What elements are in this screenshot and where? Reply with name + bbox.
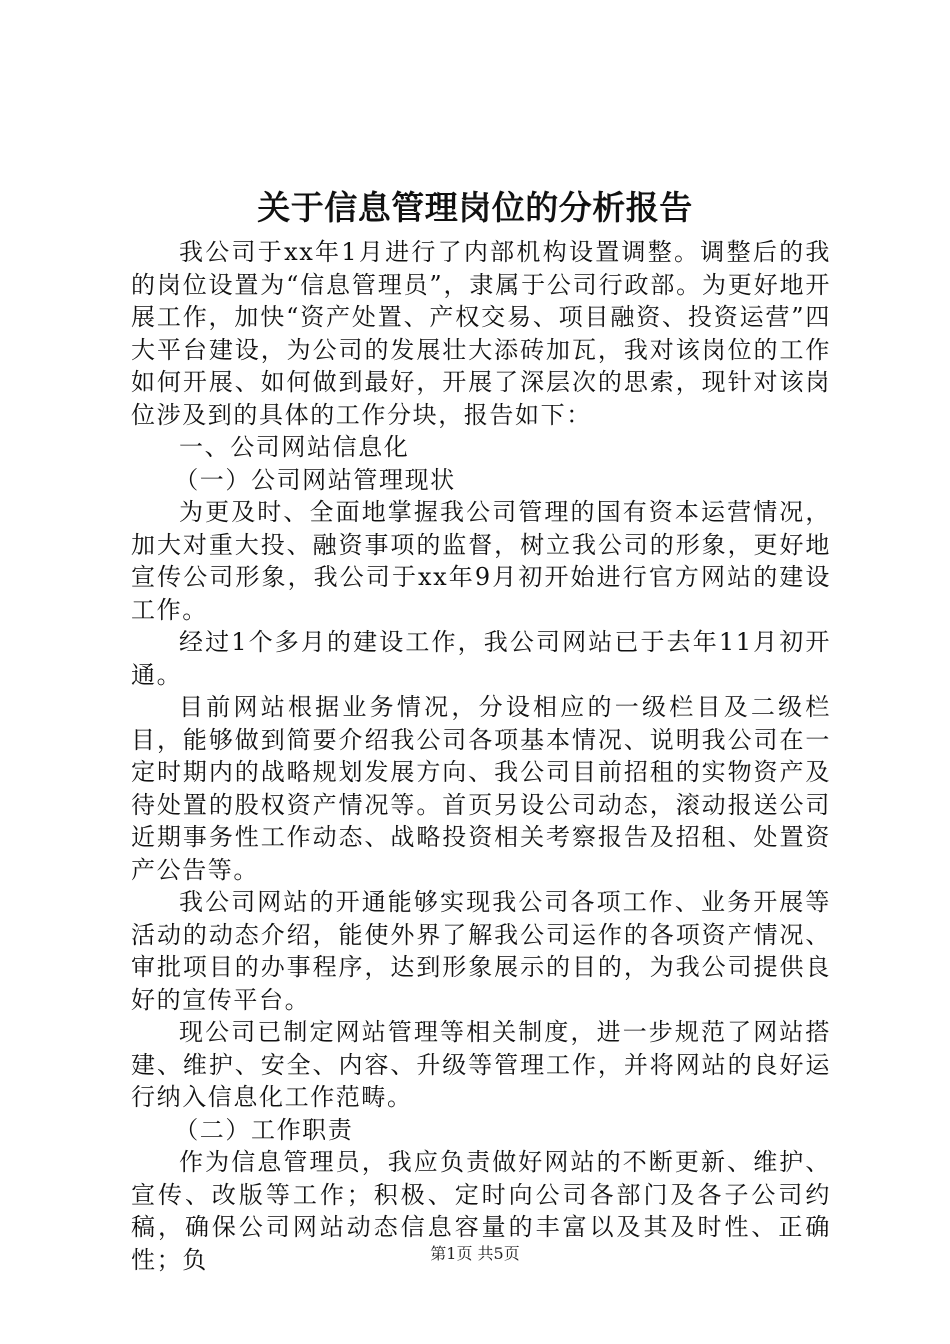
subsection-heading-2: （二）工作职责 xyxy=(174,1115,354,1144)
page-footer: 第1页 共5页 xyxy=(430,1244,520,1263)
paragraph-intro: 我公司于xx年1月进行了内部机构设置调整。调整后的我的岗位设置为“信息管理员”，隶属于公司行政部。为更好地开展工作，加快“资产处置、产权交易、项目融资、投资运营”四大平台建设，为公司的发展壮大添砖加瓦，我对该岗位的工作如何开展、如何做到最好，开展了深层次的思索，现针对该岗位涉及到的具体的工作分块，报告如下： xyxy=(131,238,831,429)
paragraph: 作为信息管理员，我应负责做好网站的不断更新、维护、宣传、改版等工作；积极、定时向公司各部门及各子公司约稿，确保公司网站动态信息容量的丰富以及其及时性、正确性；负 xyxy=(131,1148,831,1274)
document-body xyxy=(131,236,831,1276)
document-title: 关于信息管理岗位的分析报告 xyxy=(257,188,693,227)
paragraph: 现公司已制定网站管理等相关制度，进一步规范了网站搭建、维护、安全、内容、升级等管理工作，并将网站的良好运行纳入信息化工作范畴。 xyxy=(131,1018,831,1111)
section-heading-1: 一、公司网站信息化 xyxy=(179,433,410,461)
paragraph: 为更及时、全面地掌握我公司管理的国有资本运营情况，加大对重大投、融资事项的监督，树立我公司的形象，更好地宣传公司形象，我公司于xx年9月初开始进行官方网站的建设工作。 xyxy=(131,498,831,624)
paragraph: 目前网站根据业务情况，分设相应的一级栏目及二级栏目，能够做到简要介绍我公司各项基本情况、说明我公司在一定时期内的战略规划发展方向、我公司目前招租的实物资产及待处置的股权资产情况等。首页另设公司动态，滚动报送公司近期事务性工作动态、战略投资相关考察报告及招租、处置资产公告等。 xyxy=(131,693,831,884)
subsection-heading-1: （一）公司网站管理现状 xyxy=(174,465,456,494)
paragraph: 经过1个多月的建设工作，我公司网站已于去年11月初开通。 xyxy=(131,628,831,689)
paragraph: 我公司网站的开通能够实现我公司各项工作、业务开展等活动的动态介绍，能使外界了解我公司运作的各项资产情况、审批项目的办事程序，达到形象展示的目的，为我公司提供良好的宣传平台。 xyxy=(131,888,831,1014)
